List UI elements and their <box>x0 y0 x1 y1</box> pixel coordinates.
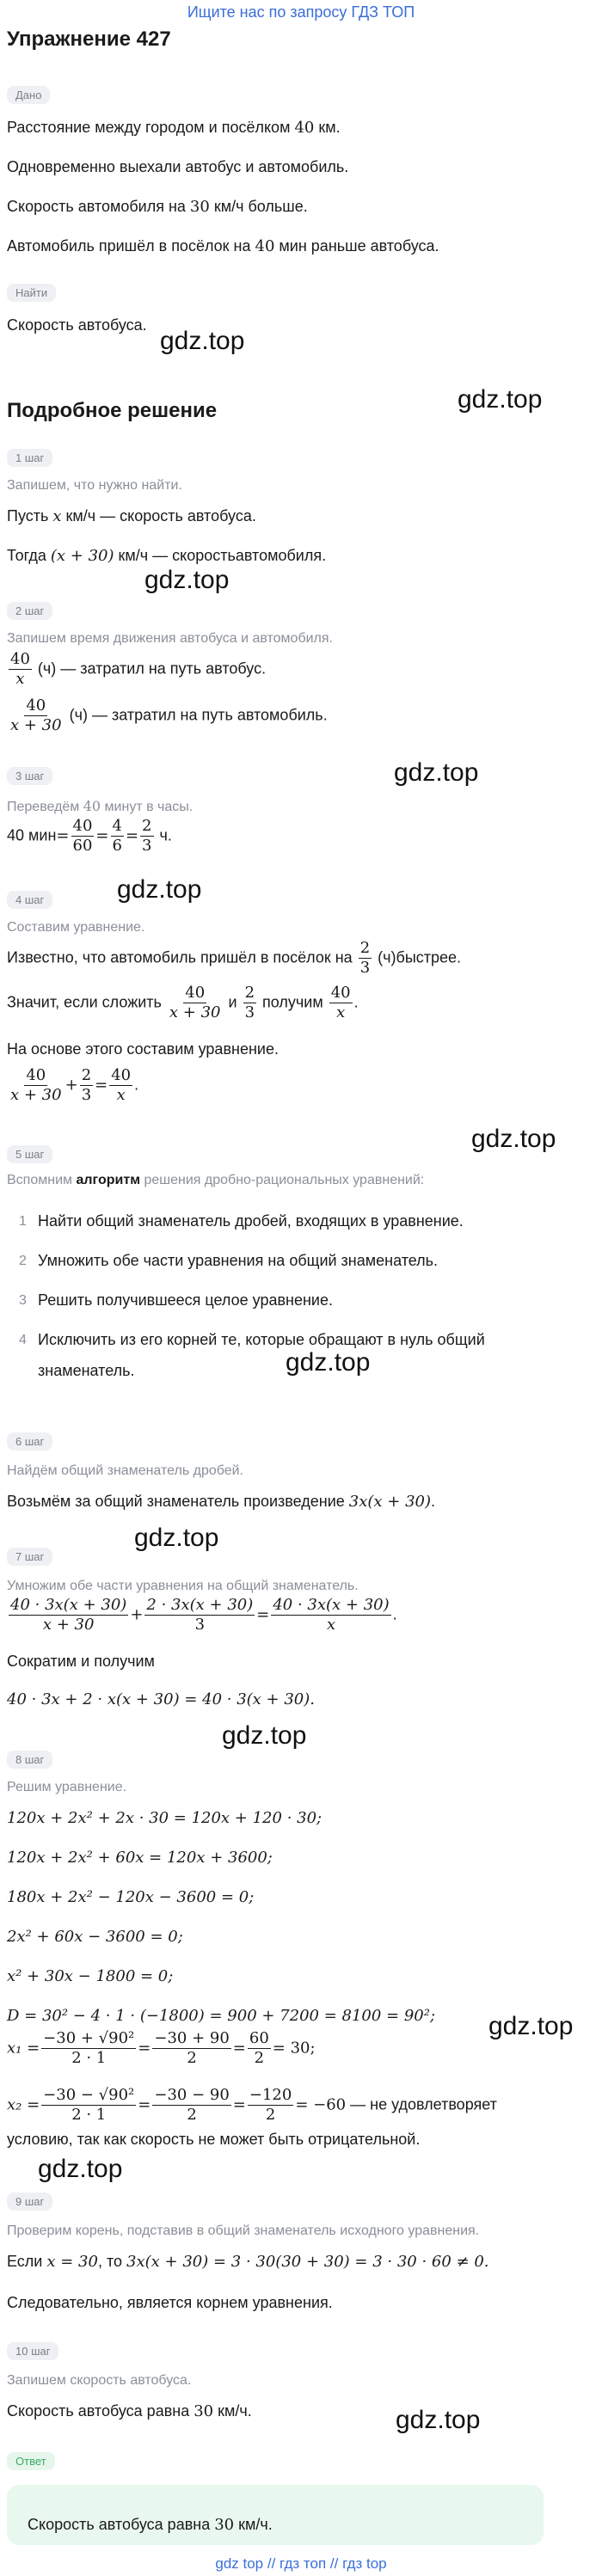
step-7-line-2: Сократим и получим <box>7 1653 155 1670</box>
given-badge: Дано <box>7 86 50 104</box>
algo-step-num: 2 <box>19 1254 27 1268</box>
step-7-desc: Умножим обе части уравнения на общий знаменатель. <box>7 1579 359 1593</box>
step-9-badge: 9 шаг <box>7 2193 52 2211</box>
watermark: gdz.top <box>471 1125 556 1153</box>
step-6-badge: 6 шаг <box>7 1432 52 1451</box>
step-4-line-1: Известно, что автомобиль пришёл в посёлок на $\frac{2}{3}$ (ч)быстрее. <box>7 939 462 977</box>
step-4-line-3: На основе этого составим уравнение. <box>7 1040 279 1058</box>
step-9-desc: Проверим корень, подставив в общий знаменатель исходного уравнения. <box>7 2223 480 2238</box>
step-10-badge: 10 шаг <box>7 2342 58 2360</box>
step-8-x1: x₁ = $\frac{\text{−30 + √90²}}{2 \cdot 1}$ = $\frac{-30 + 90}{2}$ = $\frac{60}{2}$ = 30; <box>7 2029 316 2067</box>
step-3-line: 40 мин= $\frac{40}{60}$ = $\frac{4}{6}$ = $\frac{2}{3}$ ч. <box>7 817 172 855</box>
find-badge: Найти <box>7 284 56 302</box>
algo-step-num: 3 <box>19 1293 27 1308</box>
watermark: gdz.top <box>394 758 479 787</box>
step-8-eq-5: x² + 30x − 1800 = 0; <box>7 1967 174 1985</box>
footer-link[interactable]: гдз top <box>342 2555 387 2572</box>
given-line-1: Расстояние между городом и посёлком 40 км. <box>7 119 341 137</box>
step-4-equation: $\frac{40}{x + 30}$ + $\frac{2}{3}$ = $\frac{40}{x}$ . <box>10 1066 139 1104</box>
footer-link[interactable]: гдз топ <box>280 2555 327 2572</box>
watermark: gdz.top <box>160 327 245 355</box>
step-8-eq-1: 120x + 2x² + 2x · 30 = 120x + 120 · 30; <box>7 1809 322 1827</box>
watermark: gdz.top <box>144 566 230 594</box>
step-7-line-3: 40 · 3x + 2 · x(x + 30) = 40 · 3(x + 30). <box>7 1690 315 1708</box>
algo-step-text: Исключить из его корней те, которые обращают в нуль общий <box>38 1331 485 1348</box>
step-8-x2-cont: условию, так как скорость не может быть отрицательной. <box>7 2131 421 2148</box>
find-text: Скорость автобуса. <box>7 316 147 334</box>
step-9-line-1: Если x = 30, то 3x(x + 30) = 3 · 30(30 + 30) = 3 · 30 · 60 ≠ 0. <box>7 2253 489 2271</box>
algo-step-text-cont: знаменатель. <box>38 1362 135 1379</box>
step-5-desc: Вспомним алгоритм решения дробно-рациональных уравнений: <box>7 1173 425 1187</box>
answer-text: Скорость автобуса равна 30 км/ч. <box>28 2516 273 2534</box>
step-2-desc: Запишем время движения автобуса и автомобиля. <box>7 631 333 646</box>
watermark: gdz.top <box>488 2012 574 2040</box>
answer-badge: Ответ <box>7 2452 55 2470</box>
step-3-desc: Переведём 40 минут в часы. <box>7 798 194 814</box>
exercise-title: Упражнение 427 <box>7 28 171 51</box>
step-8-eq-2: 120x + 2x² + 60x = 120x + 3600; <box>7 1849 273 1867</box>
step-6-desc: Найдём общий знаменатель дробей. <box>7 1463 243 1478</box>
watermark: gdz.top <box>286 1348 371 1377</box>
step-1-line-1: Пусть x км/ч — скорость автобуса. <box>7 507 256 525</box>
answer-box <box>7 2485 544 2545</box>
step-10-desc: Запишем скорость автобуса. <box>7 2373 192 2388</box>
step-6-line: Возьмём за общий знаменатель произведение 3x(x + 30). <box>7 1493 436 1511</box>
step-5-badge: 5 шаг <box>7 1145 52 1163</box>
algo-step-text: Умножить обе части уравнения на общий знаменатель. <box>38 1252 439 1269</box>
given-line-4: Автомобиль пришёл в посёлок на 40 мин раньше автобуса. <box>7 237 439 255</box>
step-1-desc: Запишем, что нужно найти. <box>7 478 182 493</box>
watermark: gdz.top <box>38 2155 123 2183</box>
step-8-eq-3: 180x + 2x² − 120x − 3600 = 0; <box>7 1888 255 1906</box>
algo-step-num: 4 <box>19 1333 27 1347</box>
step-1-badge: 1 шаг <box>7 449 52 467</box>
step-7-badge: 7 шаг <box>7 1548 52 1566</box>
step-2-line-1: $\frac{40}{x}$ (ч) — затратил на путь автобус. <box>10 650 267 688</box>
footer-link[interactable]: gdz top <box>215 2555 264 2572</box>
algo-step-text: Найти общий знаменатель дробей, входящих в уравнение. <box>38 1212 464 1230</box>
step-2-line-2: $\frac{40}{x + 30}$ (ч) — затратил на путь автомобиль. <box>10 696 328 734</box>
algo-step-num: 1 <box>19 1214 27 1229</box>
step-10-line: Скорость автобуса равна 30 км/ч. <box>7 2402 252 2420</box>
search-banner[interactable]: Ищите нас по запросу ГДЗ ТОП <box>187 3 415 21</box>
step-3-badge: 3 шаг <box>7 767 52 785</box>
watermark: gdz.top <box>117 875 202 904</box>
step-2-badge: 2 шаг <box>7 602 52 620</box>
given-line-3: Скорость автомобиля на 30 км/ч больше. <box>7 198 308 216</box>
watermark: gdz.top <box>396 2406 481 2434</box>
step-1-line-2: Тогда (x + 30) км/ч — скоростьавтомобиля. <box>7 547 327 565</box>
footer-links: gdz top // гдз топ // гдз top <box>215 2555 387 2572</box>
given-line-2: Одновременно выехали автобус и автомобиль. <box>7 158 349 175</box>
watermark: gdz.top <box>222 1721 307 1750</box>
step-8-desc: Решим уравнение. <box>7 1780 127 1794</box>
watermark: gdz.top <box>458 385 543 414</box>
step-8-eq-4: 2x² + 60x − 3600 = 0; <box>7 1928 183 1946</box>
step-4-desc: Составим уравнение. <box>7 920 145 935</box>
step-8-badge: 8 шаг <box>7 1751 52 1769</box>
step-8-eq-6: D = 30² − 4 · 1 · (−1800) = 900 + 7200 = 8100 = 90²; <box>7 2007 436 2025</box>
step-4-line-2: Значит, если сложить $\frac{40}{x + 30}$ и $\frac{2}{3}$ получим $\frac{40}{x}$ . <box>7 984 359 1021</box>
watermark: gdz.top <box>134 1524 219 1552</box>
step-4-badge: 4 шаг <box>7 891 52 909</box>
algo-step-text: Решить получившееся целое уравнение. <box>38 1291 334 1309</box>
step-7-equation: $\frac{40 \cdot 3x(x + 30)}{x + 30}$ + $\frac{2 \cdot 3x(x + 30)}{3}$ = $\frac{40 \cdot 3x(x + 30)}{x}$ . <box>10 1596 397 1634</box>
step-9-line-2: Следовательно, является корнем уравнения. <box>7 2294 333 2311</box>
solution-title: Подробное решение <box>7 399 218 422</box>
step-8-x2: x₂ = $\frac{\text{−30 − √90²}}{2 \cdot 1}$ = $\frac{-30 - 90}{2}$ = $\frac{-120}{2}$ = −60 — не удовлетворяет <box>7 2086 497 2124</box>
